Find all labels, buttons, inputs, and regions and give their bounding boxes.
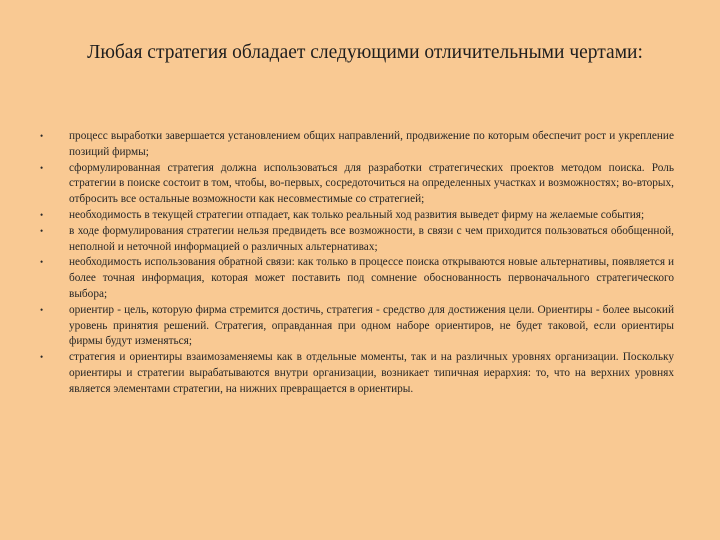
bullet-icon: • [40, 304, 44, 315]
bullet-text: процесс выработки завершается установлением общих направлений, продвижение по которым обеспечит рост и укрепление позиций фирмы; [69, 130, 674, 158]
bullet-icon: • [40, 162, 44, 173]
bullet-item [40, 350, 674, 397]
bullet-icon: • [40, 209, 44, 220]
bullet-icon: • [40, 257, 44, 268]
bullet-item [40, 303, 674, 350]
bullet-text: в ходе формулирования стратегии нельзя предвидеть все возможности, в связи с чем приходится пользоваться обобщенной, неполной и неточной информацией о различных альтернативах; [69, 224, 674, 253]
bullet-item [40, 255, 674, 302]
bullet-item [40, 161, 674, 208]
bullet-item [40, 208, 674, 224]
slide-title: Любая стратегия обладает следующими отличительными чертами: [87, 42, 643, 63]
bullet-icon: • [40, 352, 44, 363]
bullet-icon: • [40, 225, 44, 236]
bullet-text: ориентир - цель, которую фирма стремится достичь, стратегия - средство для достижения цели. Ориентиры - более высокий уровень принятия решений. Стратегия, оправданная при одном наборе ориентиров, не будет таковой, если ориентиры фирмы будут изменяться; [69, 303, 674, 348]
bullet-text: стратегия и ориентиры взаимозаменяемы как в отдельные моменты, так и на различных уровнях организации. Поскольку ориентиры и стратегии вырабатываются внутри организации, возникает типичная иерархия: то, что на верхних уровнях является элементами стратегии, на нижних превращается в ориентиры. [69, 351, 674, 395]
bullet-item [40, 224, 674, 256]
bullet-icon: • [40, 131, 44, 141]
bullet-list [40, 129, 674, 398]
bullet-text: необходимость в текущей стратегии отпадает, как только реальный ход развития выведет фирму на желаемые события; [69, 208, 645, 221]
bullet-text: необходимость использования обратной связи: как только в процессе поиска открываются новые альтернативы, появляется и более точная информация, которая может поставить под сомнение обоснованность первоначального стратегического выбора; [69, 256, 674, 300]
bullet-text: сформулированная стратегия должна использоваться для разработки стратегических проектов методом поиска. Роль стратегии в поиске состоит в том, чтобы, во-первых, сосредоточиться на определенных участках и возможностях; во-вторых, отбросить все остальные возможности как несовместимые со стратегией; [69, 161, 674, 206]
bullet-item [40, 129, 674, 161]
